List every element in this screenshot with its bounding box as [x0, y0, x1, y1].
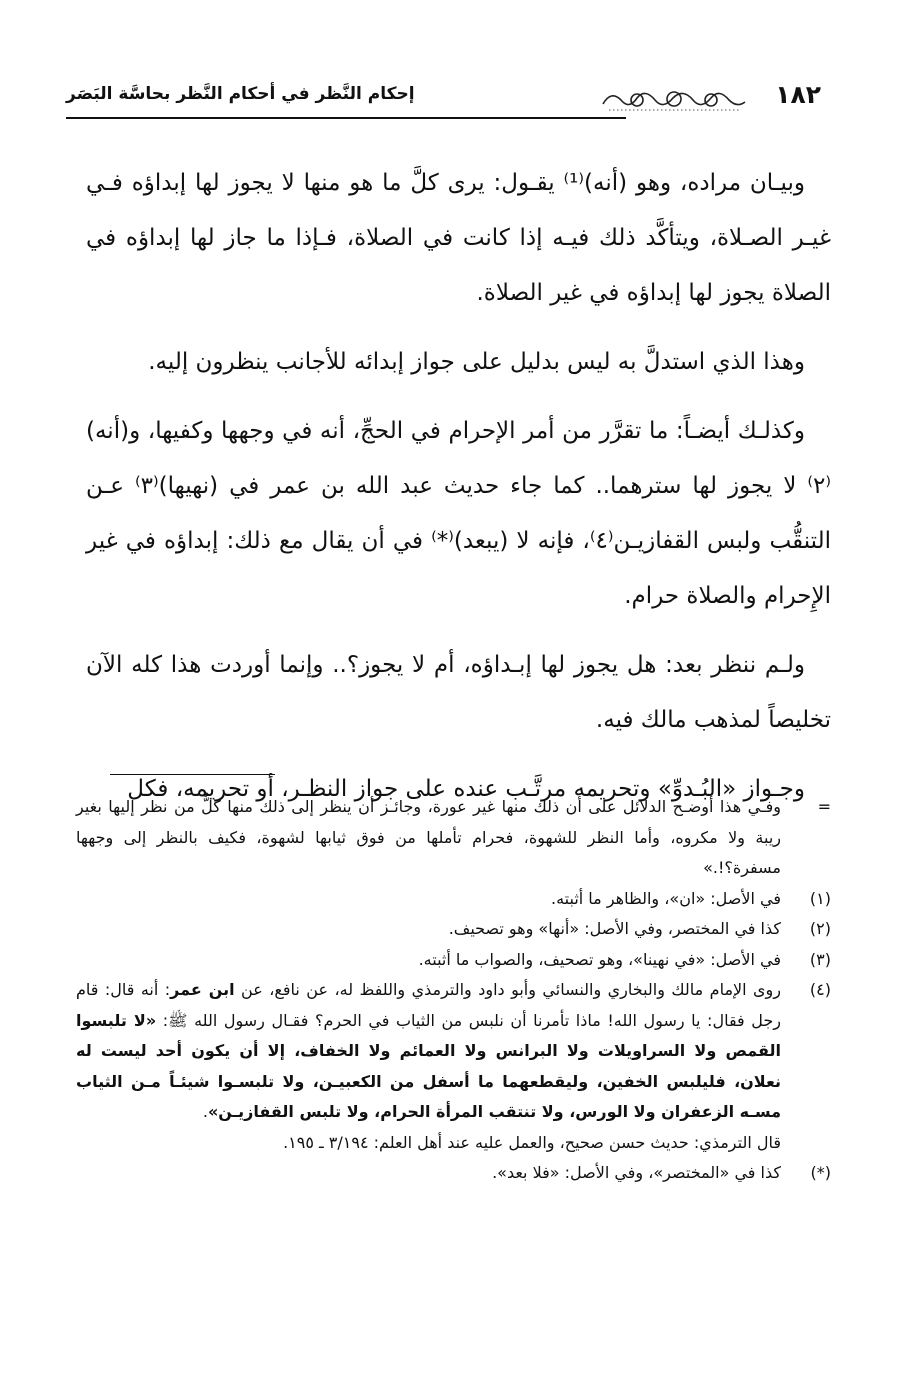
hadith-quote: «لا تلبسوا القمص ولا السراويلات ولا البرانس ولا العمائم ولا الخفاف، إلا أن يكون أحد ليست له نعلان، فليلبس الخفين، وليقطعهما ما أسفل من الكعبيـن، ولا تلبسـوا شيئـاً مـن الثياب مسـه الزعفران ولا الورس، ولا تنتقب المرأة الحرام، ولا تلبس القفازيـن»: [76, 1010, 781, 1121]
footnote-number: (٤): [809, 980, 831, 999]
footnote-text-part: .: [202, 1102, 208, 1121]
footnote-text: في الأصل: «ان»، والظاهر ما أثبته.: [551, 888, 781, 908]
paragraph: وكذلـك أيضـاً: ما تقرَّر من أمر الإحرام في الحجِّ، أنه في وجهها وكفيها، و(أنه)⁽٢⁾ لا يجوز لها سترهما.. كما جاء حديث عبد الله بن عمر في (نهيها)⁽٣⁾ عـن التنقُّب ولبس القفازيـن⁽٤⁾، فإنه لا (يبعد)⁽*⁾ في أن يقال مع ذلك: إبداؤه في غير الإِحرام والصلاة حرام.: [86, 418, 832, 609]
paragraph: ولـم ننظر بعد: هل يجوز لها إبـداؤه، أم لا يجوز؟.. وإنما أوردت هذا كله الآن تخليصاً لمذهب مالك فيه.: [86, 652, 831, 733]
footnote-number: (٢): [809, 919, 831, 938]
header-rule: [66, 117, 626, 119]
footnote-text: وفـي هذا أوضـح الدلائل على أن ذلك منها غير عورة، وجائـز أن ينظر إلى ذلك منها كلٌّ من نظر إليها بغير ريبة ولا مكروه، وأما النظر للشهوة، فحرام تأملها من فوق ثيابها لشهوة، فكيف بالنظر إلى وجهها مسفرة؟!.»: [76, 797, 781, 877]
footnote-text-part: : أنه قال: قام رجل فقال: يا رسول الله! ماذا تأمرنا أن نلبس من الثياب في الحرم؟ فقـال رسول الله ﷺ:: [76, 980, 782, 1030]
footnote-text-part: روى الإمام مالك والبخاري والنسائي وأبو داود والترمذي واللفظ له، عن نافع، عن: [234, 980, 782, 999]
paragraph: وجـواز «البُـدوِّ» وتحريمه مرتَّـب عنده على جواز النظـر، أو تحريمه، فكل: [127, 776, 805, 802]
footnote-1: [76, 884, 831, 915]
footnote-2: [76, 914, 831, 945]
narrator-name: ابن عمر: [170, 980, 235, 999]
paragraph: وبيـان مراده، وهو (أنه)⁽¹⁾ يقـول: يرى كلَّ ما هو منها لا يجوز لها إبداؤه فـي غيـر الصـلاة، ويتأكَّد ذلك فيـه إذا كانت في الصلاة، فـإذا ما جاز لها إبداؤه في الصلاة يجوز لها إبداؤه في غير الصلاة.: [86, 170, 831, 306]
footnote-text: كذا في «المختصر»، وفي الأصل: «فلا بعد».: [492, 1163, 781, 1182]
paragraph: وهذا الذي استدلَّ به ليس بدليل على جواز إبدائه للأجانب ينظرون إليه.: [148, 349, 805, 375]
footnote-separator: [110, 774, 275, 775]
footnote-star: [76, 1158, 831, 1189]
footnote-number: (*): [810, 1163, 831, 1182]
footnote-text: في الأصل: «في نهينا»، وهو تصحيف، والصواب ما أثبته.: [418, 949, 781, 969]
footnote-4: [76, 975, 831, 1128]
header-ornament-icon: [599, 84, 749, 118]
footnote-text: كذا في المختصر، وفي الأصل: «أنها» وهو تصحيف.: [448, 919, 781, 938]
footnote-3: [76, 945, 831, 976]
main-text: [86, 156, 831, 831]
footnotes: [76, 792, 831, 1189]
footnote-marker: =: [817, 797, 831, 816]
footnote-text: [76, 975, 781, 1128]
page-header: [66, 80, 821, 126]
footnote-4-tail: قال الترمذي: حديث حسن صحيح، والعمل عليه عند أهل العلم: ٣/١٩٤ ـ ١٩٥.: [283, 1132, 781, 1152]
footnote-number: (٣): [809, 949, 831, 969]
footnote-continuation: [76, 792, 831, 884]
footnote-number: (١): [809, 888, 831, 908]
running-title: إحكام النَّظر في أحكام النَّظر بحاسَّة البَصَر: [66, 84, 415, 104]
page-number: ١٨٢: [775, 80, 821, 109]
